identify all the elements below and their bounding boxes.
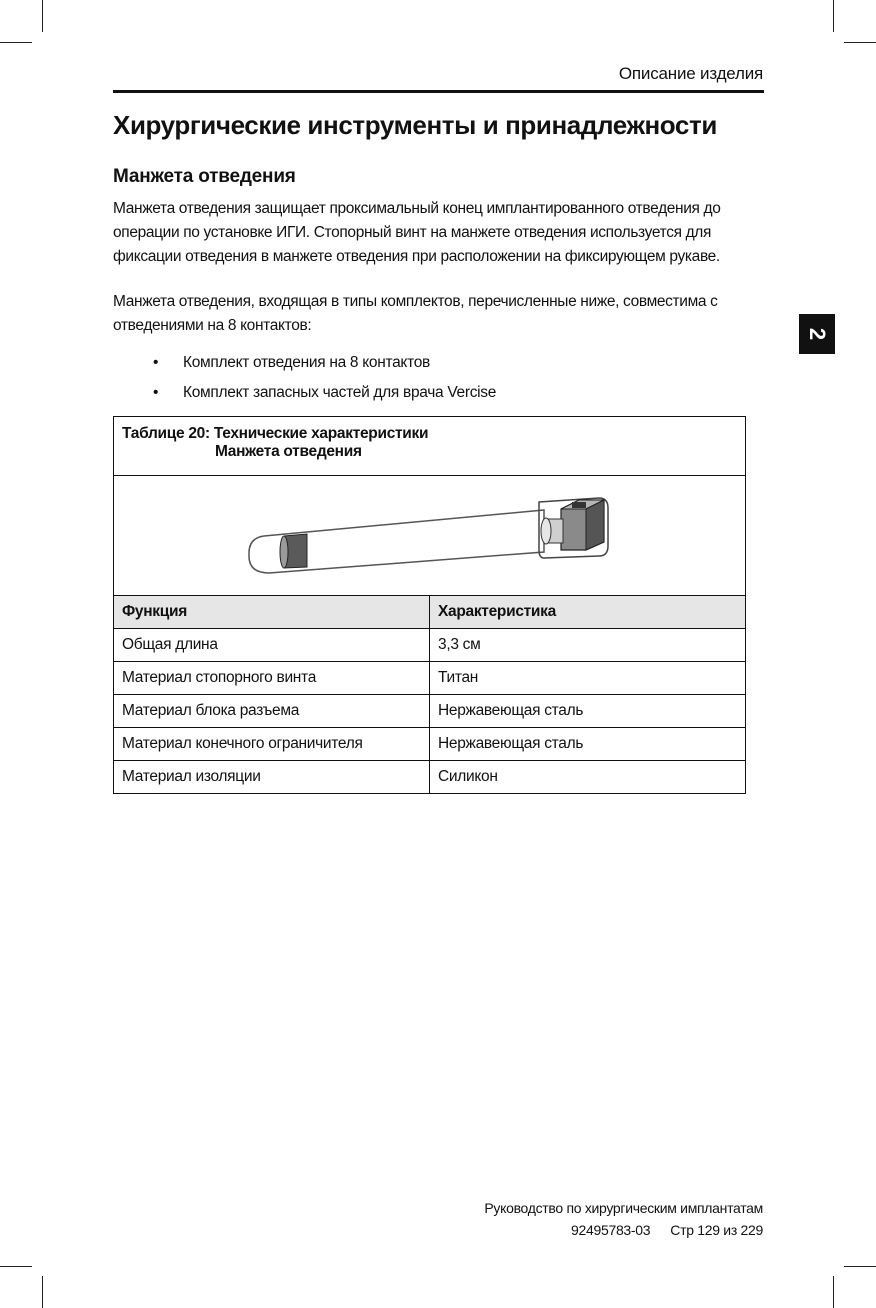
- bullet-icon: •: [153, 354, 159, 371]
- page-title: Хирургические инструменты и принадлежности: [113, 110, 717, 140]
- crop-mark: [833, 0, 834, 32]
- kit-list: [150, 352, 496, 412]
- crop-mark: [42, 0, 43, 32]
- column-header: Характеристика: [430, 596, 746, 629]
- spec-table: [113, 416, 746, 794]
- bullet-icon: •: [153, 384, 159, 401]
- crop-mark: [42, 1276, 43, 1308]
- table-cell: Материал изоляции: [114, 761, 430, 794]
- crop-mark: [844, 42, 876, 43]
- footer-manual-title: Руководство по хирургическим имплантатам: [484, 1200, 763, 1216]
- list-item: [150, 352, 496, 382]
- paragraph-line: Манжета отведения защищает проксимальный конец имплантированного отведения до: [113, 200, 721, 217]
- table-row: [114, 662, 746, 695]
- crop-mark: [833, 1276, 834, 1308]
- lead-boot-illustration-icon: [114, 476, 744, 590]
- section-title: Манжета отведения: [113, 166, 296, 187]
- chapter-tab: [799, 314, 835, 354]
- footer-page-info: [551, 1222, 763, 1238]
- paragraph-line: Манжета отведения, входящая в типы комплектов, перечисленные ниже, совместима с: [113, 293, 718, 310]
- caption-line: Таблице 20: Технические характеристики: [122, 425, 429, 442]
- table-row: [114, 728, 746, 761]
- table-cell: Титан: [430, 662, 746, 695]
- running-header: Описание изделия: [618, 64, 763, 83]
- table-caption: [114, 417, 746, 476]
- list-item-label: Комплект запасных частей для врача Vercise: [183, 384, 497, 401]
- table-cell: Силикон: [430, 761, 746, 794]
- paragraph-compatibility: [113, 290, 743, 338]
- list-item: [150, 382, 496, 412]
- crop-mark: [0, 42, 32, 43]
- table-cell: 3,3 см: [430, 629, 746, 662]
- table-cell: Материал блока разъема: [114, 695, 430, 728]
- table-cell: Нержавеющая сталь: [430, 728, 746, 761]
- paragraph-line: фиксации отведения в манжете отведения при расположении на фиксирующем рукаве.: [113, 248, 720, 265]
- table-row: [114, 695, 746, 728]
- crop-mark: [0, 1266, 32, 1267]
- list-item-label: Комплект отведения на 8 контактов: [183, 354, 430, 371]
- paragraph-intro: [113, 197, 743, 269]
- header-rule: [113, 90, 764, 93]
- table-cell: Общая длина: [114, 629, 430, 662]
- caption-line: Манжета отведения: [215, 443, 362, 460]
- crop-mark: [844, 1266, 876, 1267]
- footer-page-number: Стр 129 из 229: [670, 1222, 763, 1238]
- chapter-number: 2: [805, 327, 830, 341]
- footer-doc-number: 92495783-03: [571, 1222, 651, 1238]
- column-header: Функция: [114, 596, 430, 629]
- paragraph-line: отведениями на 8 контактов:: [113, 317, 312, 334]
- table-cell: Материал конечного ограничителя: [114, 728, 430, 761]
- table-cell: Материал стопорного винта: [114, 662, 430, 695]
- table-row: [114, 629, 746, 662]
- figure-cell: [114, 476, 746, 596]
- table-cell: Нержавеющая сталь: [430, 695, 746, 728]
- table-row: [114, 761, 746, 794]
- paragraph-line: операции по установке ИГИ. Стопорный винт на манжете отведения используется для: [113, 224, 712, 241]
